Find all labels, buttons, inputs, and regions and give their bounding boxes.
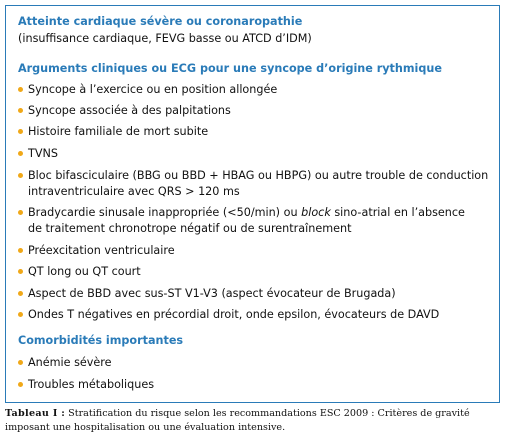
bullet-icon <box>18 312 23 317</box>
list-item: QT long ou QT court <box>18 264 491 280</box>
list-item: Préexcitation ventriculaire <box>18 243 491 259</box>
list-item: Bloc bifasciculaire (BBG ou BBD + HBAG ou HBPG) ou autre trouble de conduction intraventriculaire avec QRS > 120 ms <box>18 168 491 200</box>
caption-label: Tableau I : <box>5 408 66 419</box>
list-item: Syncope associée à des palpitations <box>18 103 491 119</box>
bullet-icon <box>18 360 23 365</box>
risk-table <box>5 5 500 403</box>
bullet-icon <box>18 173 23 178</box>
bullet-icon <box>18 382 23 387</box>
bullet-icon <box>18 108 23 113</box>
bullet-icon <box>18 87 23 92</box>
list-item: Anémie sévère <box>18 355 491 371</box>
list-item: Aspect de BBD avec sus-ST V1-V3 (aspect évocateur de Brugada) <box>18 286 491 302</box>
bullet-icon <box>18 248 23 253</box>
list-item: Histoire familiale de mort subite <box>18 124 491 140</box>
bullet-icon <box>18 291 23 296</box>
list-item: Syncope à l’exercice ou en position allongée <box>18 82 491 98</box>
list-item: Bradycardie sinusale inappropriée (<50/min) ou block sino-atrial en l’absence de traitement chronotrope négatif ou de surentraînement <box>18 205 491 237</box>
bullet-icon <box>18 269 23 274</box>
caption-text: Stratification du risque selon les recommandations ESC 2009 : Critères de gravité imposant une hospitalisation ou une évaluation intensive. <box>5 408 470 433</box>
section-severe-cardiac-subtitle: (insuffisance cardiaque, FEVG basse ou ATCD d’IDM) <box>18 32 312 45</box>
list-item: TVNS <box>18 146 491 162</box>
list-item: Ondes T négatives en précordial droit, onde epsilon, évocateurs de DAVD <box>18 307 491 323</box>
section-comorbidities-title: Comorbidités importantes <box>18 334 184 347</box>
bullet-icon <box>18 151 23 156</box>
bullet-icon <box>18 210 23 215</box>
section-severe-cardiac-title: Atteinte cardiaque sévère ou coronaropathie <box>18 15 303 28</box>
list-item: Troubles métaboliques <box>18 377 491 393</box>
bullet-icon <box>18 129 23 134</box>
table-caption <box>5 407 501 435</box>
section-rhythmic-syncope-title: Arguments cliniques ou ECG pour une syncope d’origine rythmique <box>18 62 442 75</box>
